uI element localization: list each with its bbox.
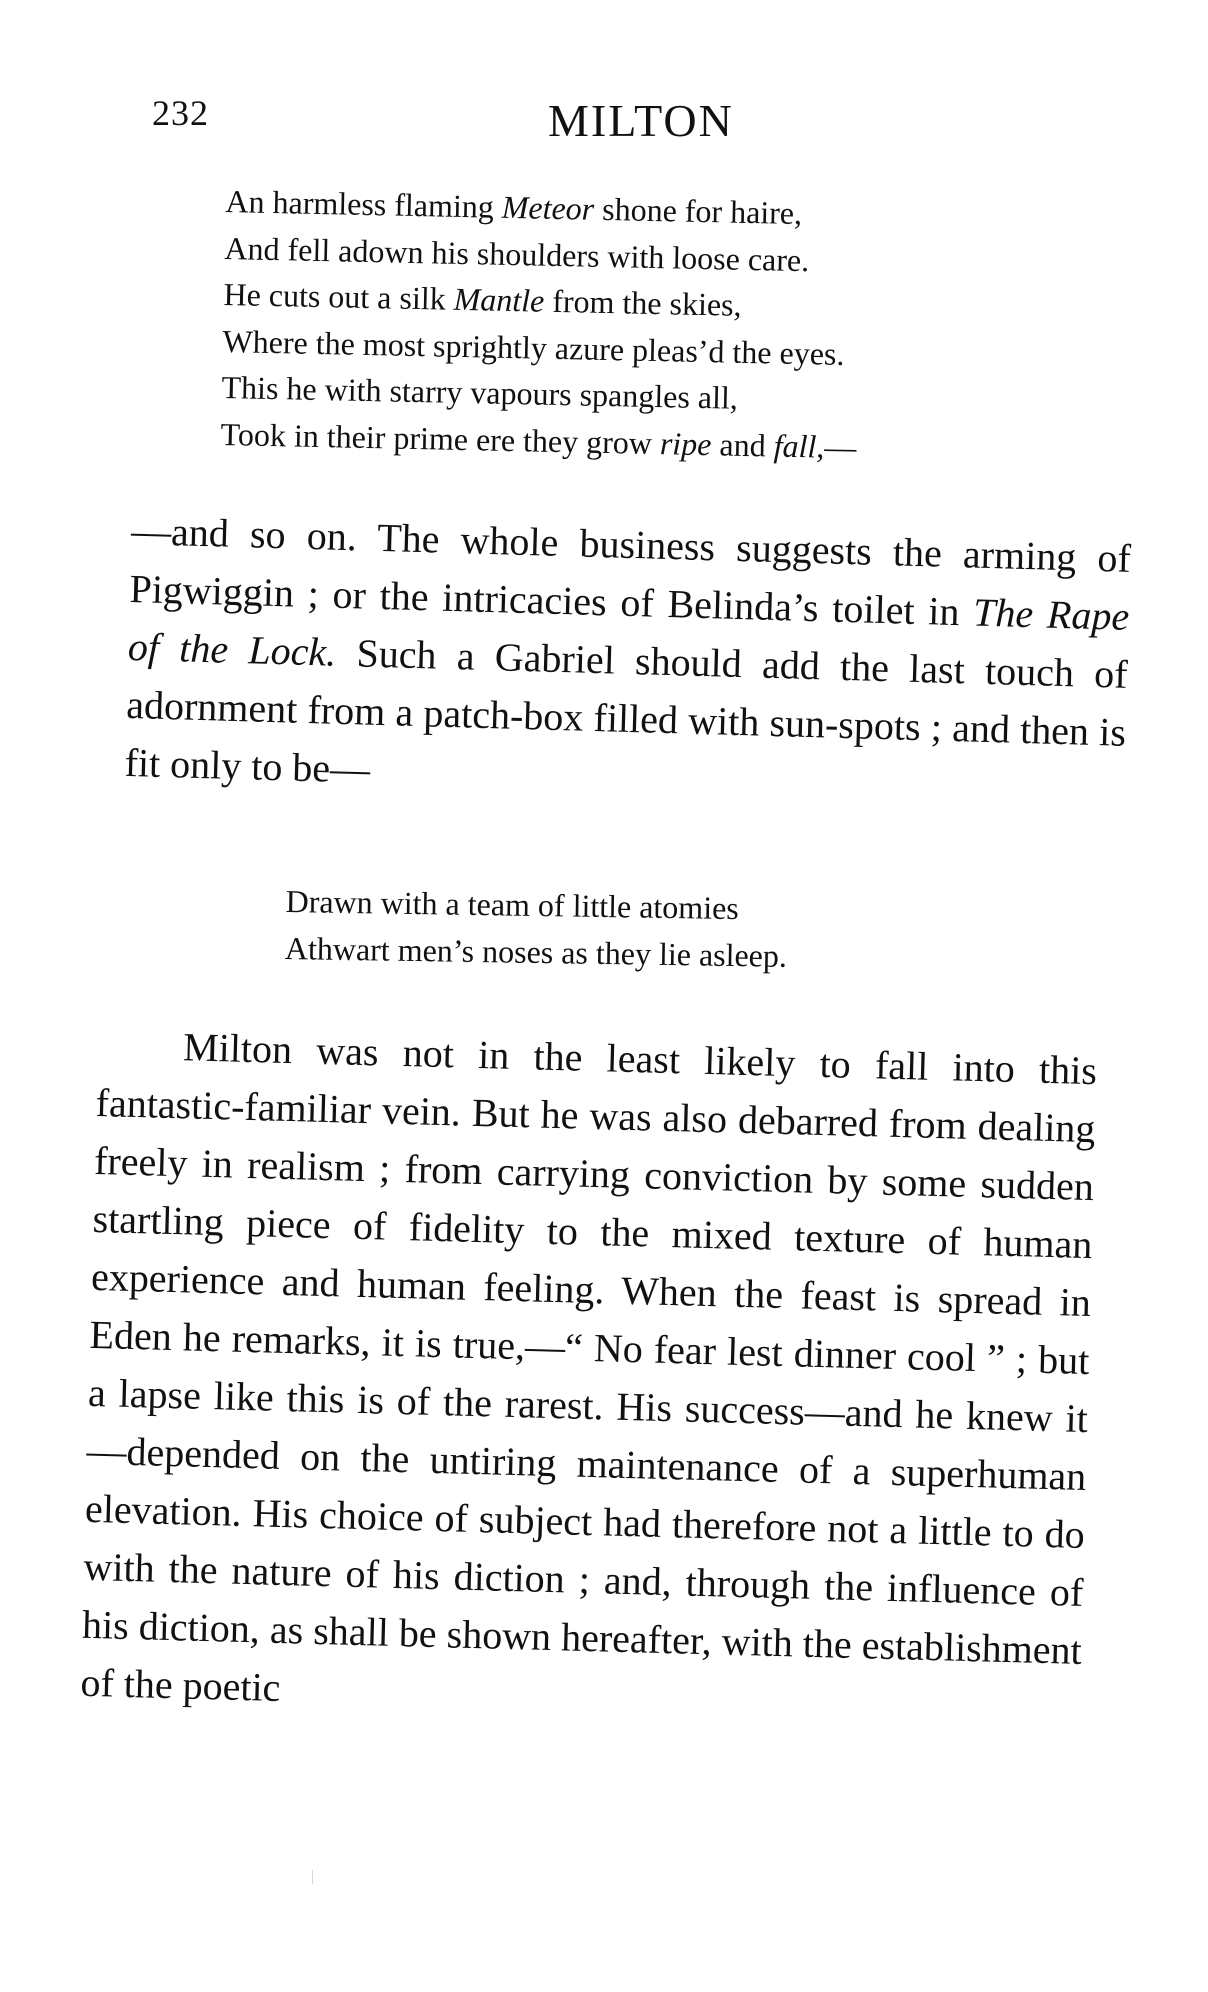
italic-title: The Rape of the Lock. [127, 589, 1130, 675]
verse-line: He cuts out a silk Mantle from the skies, [223, 275, 742, 323]
page-mark [312, 1870, 313, 1884]
verse-line: An harmless flaming Meteor shone for haire, [225, 182, 803, 232]
prose-paragraph-1 [124, 502, 1132, 820]
verse-line: And fell adown his shoulders with loose care. [224, 229, 810, 278]
verse-line: Athwart men’s noses as they lie asleep. [284, 929, 788, 974]
verse-line: This he with starry vapours spangles all, [221, 368, 739, 416]
verse-line: Where the most sprightly azure pleas’d the eyes. [222, 322, 845, 372]
verse-line: Took in their prime ere they grow ripe and fall,— [220, 415, 857, 465]
verse-line: Drawn with a team of little atomies [285, 882, 740, 927]
paragraph: —and so on. The whole business suggests the arming of Pigwiggin ; or the intricacies of Belinda’s toilet in The Rape of the Lock. Such a Gabriel should add the last touch of adornment from a patch-box filled with sun-spots ; and then is fit only to be— [124, 507, 1132, 792]
paragraph: Milton was not in the least likely to fall into this fantastic-familiar vein. But he was also debarred from dealing freely in realism ; from carrying conviction by some sudden startling piece of fidelity to the mixed texture of human experience and human feeling. When the feast is spread in Eden he remarks, it is true,—“ No fear lest dinner cool ” ; but a lapse like this is of the rarest. His success—and he knew it—depended on the untiring maintenance of a superhuman elevation. His choice of subject had therefore not a little to do with the nature of his diction ; and, through the influence of his diction, as shall be shown hereafter, with the establishment of the poetic [79, 1024, 1098, 1710]
verse-quotation-1 [220, 178, 862, 470]
verse-quotation-2 [285, 878, 788, 979]
page-header [0, 88, 1208, 148]
running-title: MILTON [548, 95, 734, 146]
prose-paragraph-2 [80, 1016, 1098, 1738]
page-number: 232 [152, 93, 209, 133]
